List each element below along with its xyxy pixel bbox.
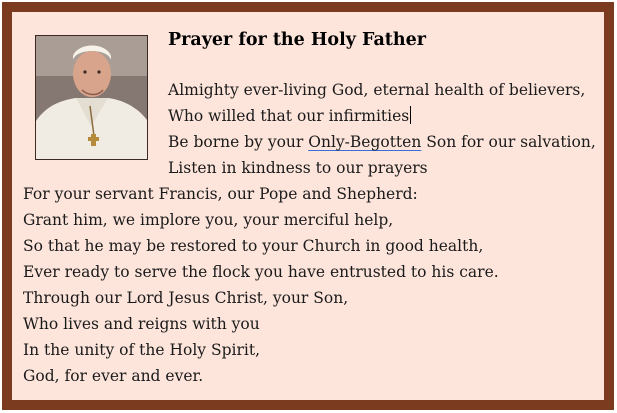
prayer-line-3-start: Be borne by your [168, 133, 309, 151]
text-cursor [410, 106, 411, 124]
prayer-line-6: Grant him, we implore you, your merciful help, [23, 211, 394, 229]
prayer-line-10: Who lives and reigns with you [23, 315, 260, 333]
prayer-line-3 [168, 132, 596, 152]
spellcheck-underlined-word[interactable]: Only-Begotten [308, 133, 422, 151]
pope-photo [35, 35, 148, 160]
prayer-line-9: Through our Lord Jesus Christ, your Son, [23, 289, 349, 307]
prayer-line-12: God, for ever and ever. [23, 367, 204, 385]
prayer-line-2 [168, 106, 411, 126]
prayer-line-8: Ever ready to serve the flock you have entrusted to his care. [23, 263, 499, 281]
prayer-line-4: Listen in kindness to our prayers [168, 159, 428, 177]
prayer-line-3-end: Son for our salvation, [421, 133, 596, 151]
prayer-line-7: So that he may be restored to your Church in good health, [23, 237, 484, 255]
prayer-line-5: For your servant Francis, our Pope and Shepherd: [23, 185, 418, 203]
card-border [2, 2, 614, 410]
prayer-line-2-text: Who willed that our infirmities [168, 107, 410, 125]
prayer-line-1: Almighty ever-living God, eternal health of believers, [168, 81, 586, 99]
prayer-line-11: In the unity of the Holy Spirit, [23, 341, 260, 359]
prayer-title: Prayer for the Holy Father [168, 30, 426, 50]
pope-portrait-illustration [36, 36, 147, 159]
prayer-card [12, 12, 604, 400]
